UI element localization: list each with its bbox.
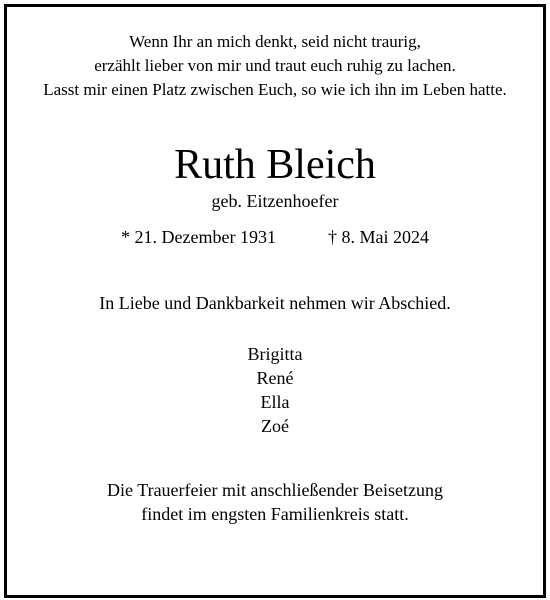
mourner-name: Brigitta bbox=[247, 344, 303, 364]
funeral-note-line-2: findet im engsten Familienkreis statt. bbox=[141, 504, 409, 524]
notice-border bbox=[4, 4, 546, 598]
birth-date: * 21. Dezember 1931 bbox=[121, 227, 276, 247]
death-date: † 8. Mai 2024 bbox=[327, 227, 429, 247]
poem-line-2: erzählt lieber von mir und traut euch ruhig zu lachen. bbox=[94, 56, 456, 75]
maiden-name: geb. Eitzenhoefer bbox=[211, 191, 339, 211]
funeral-note-line-1: Die Trauerfeier mit anschließender Beisetzung bbox=[107, 480, 443, 500]
deceased-name: Ruth Bleich bbox=[174, 142, 376, 188]
life-dates bbox=[7, 226, 543, 248]
poem-line-1: Wenn Ihr an mich denkt, seid nicht traurig, bbox=[129, 32, 421, 51]
mourner-name: Ella bbox=[260, 392, 290, 412]
mourner-name: René bbox=[256, 368, 294, 388]
farewell-text: In Liebe und Dankbarkeit nehmen wir Abschied. bbox=[99, 293, 451, 313]
poem-line-3: Lasst mir einen Platz zwischen Euch, so wie ich ihn im Leben hatte. bbox=[43, 80, 507, 99]
mourner-name: Zoé bbox=[261, 416, 289, 436]
